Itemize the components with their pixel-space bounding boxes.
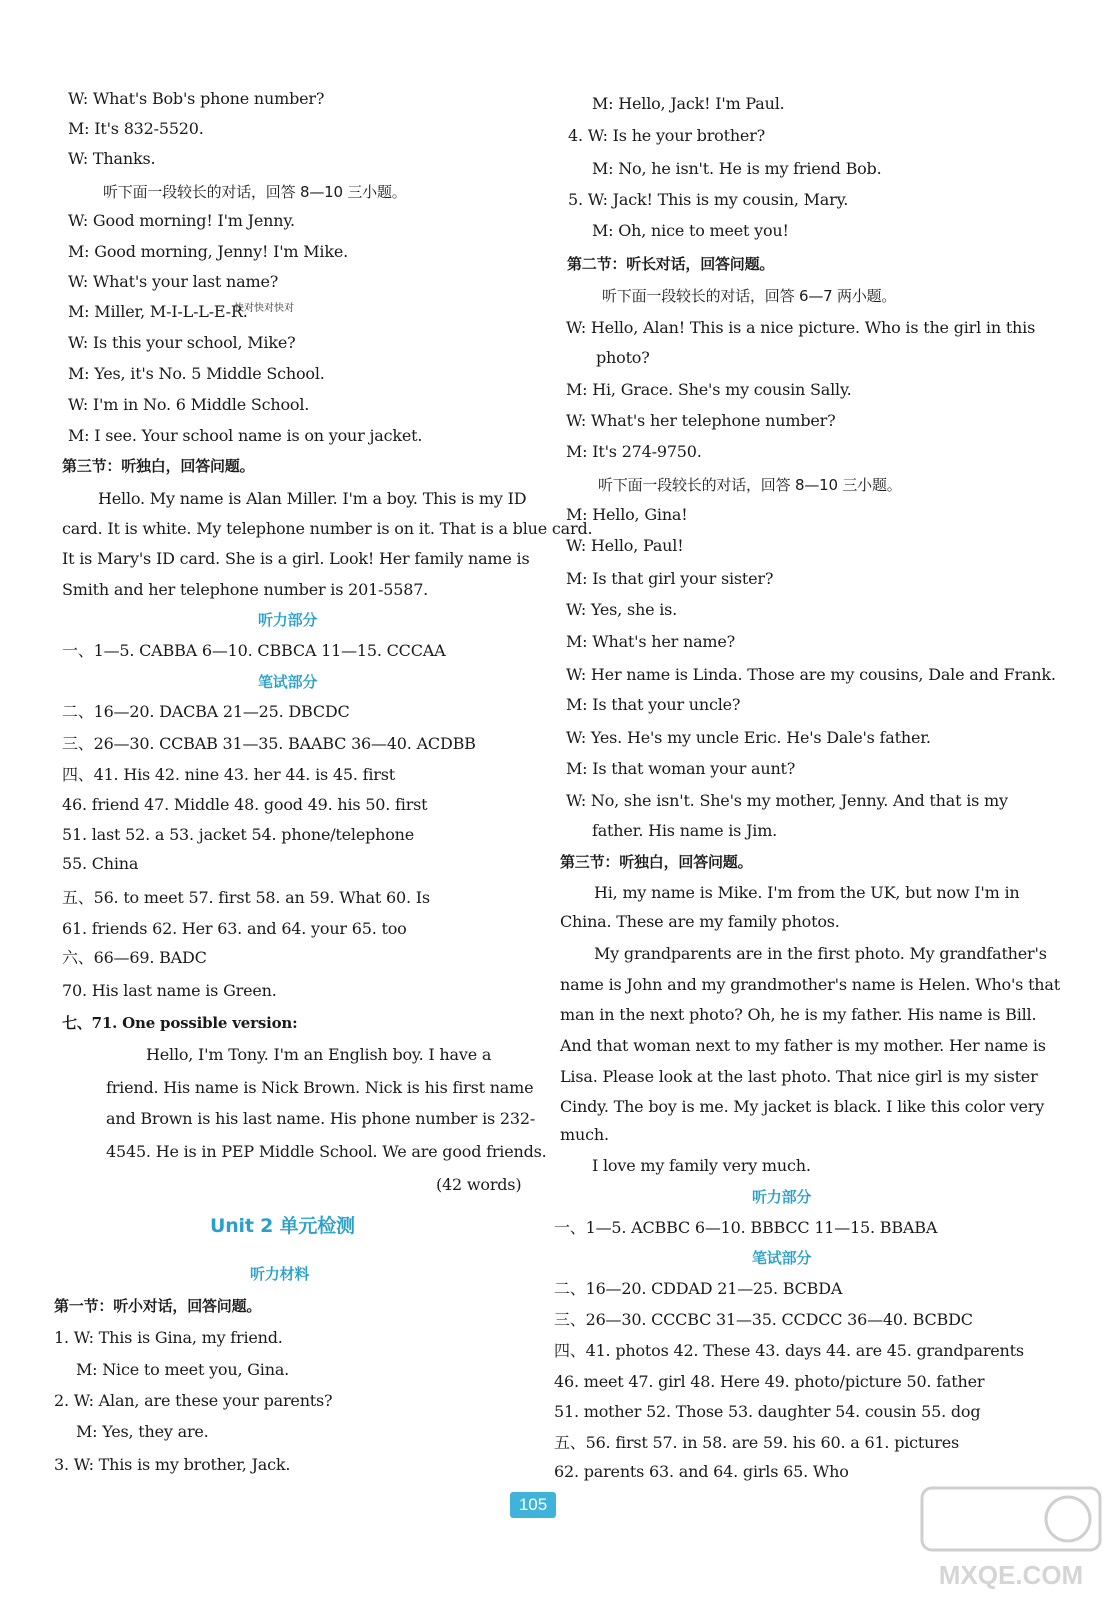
dialog-line: W: What's Bob's phone number? [68,89,325,108]
answer-line: 四、41. His 42. nine 43. her 44. is 45. first [62,765,395,784]
watermark-logo [918,1484,1104,1594]
dialog-line: 4. W: Is he your brother? [568,126,766,145]
answer-line: 55. China [62,854,139,873]
dialog-line: W: Yes. He's my uncle Eric. He's Dale's father. [566,728,931,747]
answer-line: 70. His last name is Green. [62,981,277,1000]
dialog-line: M: Hello, Jack! I'm Paul. [592,94,785,113]
section-heading: 第三节：听独白，回答问题。 [62,457,255,475]
dialog-line: photo? [596,348,650,367]
dialog-line: W: Her name is Linda. Those are my cousins, Dale and Frank. [566,665,1056,684]
dialog-line: M: It's 832-5520. [68,119,204,138]
dialog-line: M: Yes, it's No. 5 Middle School. [68,364,325,383]
instruction: 听下面一段较长的对话，回答 8—10 三小题。 [598,476,902,494]
handwriting-note: 快对快对快对 [234,303,294,314]
section-heading: 第三节：听独白，回答问题。 [560,853,753,871]
dialog-line: M: Good morning, Jenny! I'm Mike. [68,242,349,261]
unit-title: Unit 2 单元检测 [210,1215,355,1237]
monologue-line: man in the next photo? Oh, he is my father. His name is Bill. [560,1005,1037,1024]
dialog-line: M: Is that girl your sister? [566,569,774,588]
dialog-line: W: Good morning! I'm Jenny. [68,211,295,230]
essay-line: 4545. He is in PEP Middle School. We are good friends. [106,1142,547,1161]
answer-line: 七、71. One possible version: [62,1014,298,1032]
dialog-line: M: Hi, Grace. She's my cousin Sally. [566,380,852,399]
essay-line: Hello, I'm Tony. I'm an English boy. I have a [146,1045,492,1064]
monologue-line: Hello. My name is Alan Miller. I'm a boy. This is my ID [98,489,527,508]
answer-line: 一、1—5. ACBBC 6—10. BBBCC 11—15. BBABA [554,1218,938,1237]
dialog-line: W: I'm in No. 6 Middle School. [68,395,310,414]
monologue-line: name is John and my grandmother's name is Helen. Who's that [560,975,1060,994]
answer-line: 六、66—69. BADC [62,948,207,967]
answer-line: 46. meet 47. girl 48. Here 49. photo/picture 50. father [554,1372,985,1391]
monologue-line: Smith and her telephone number is 201-5587. [62,580,429,599]
monologue-line: And that woman next to my father is my mother. Her name is [560,1036,1046,1055]
answer-line: 51. mother 52. Those 53. daughter 54. cousin 55. dog [554,1402,981,1421]
monologue-line: China. These are my family photos. [560,912,840,931]
answer-line: 五、56. to meet 57. first 58. an 59. What 60. Is [62,888,430,907]
dialog-line: M: It's 274-9750. [566,442,702,461]
dialog-line: 2. W: Alan, are these your parents? [54,1391,333,1410]
dialog-line: M: I see. Your school name is on your jacket. [68,426,423,445]
monologue-line: Cindy. The boy is me. My jacket is black. I like this color very [560,1097,1045,1116]
essay-line: friend. His name is Nick Brown. Nick is his first name [106,1078,534,1097]
answer-line: 二、16—20. CDDAD 21—25. BCBDA [554,1279,843,1298]
listening-part-heading: 听力部分 [258,611,318,629]
essay-line: and Brown is his last name. His phone number is 232- [106,1109,536,1128]
dialog-line: W: Yes, she is. [566,600,678,619]
page-number: 105 [510,1492,556,1518]
instruction: 听下面一段较长的对话，回答 6—7 两小题。 [602,287,897,305]
dialog-line: father. His name is Jim. [592,821,778,840]
dialog-line: W: Is this your school, Mike? [68,333,296,352]
dialog-line: M: No, he isn't. He is my friend Bob. [592,159,882,178]
dialog-line: W: What's your last name? [68,272,279,291]
watermark-text: MXQE.COM [938,1560,1084,1590]
dialog-line: 5. W: Jack! This is my cousin, Mary. [568,190,849,209]
dialog-line: W: No, she isn't. She's my mother, Jenny. And that is my [566,791,1008,810]
section-heading: 第二节：听长对话，回答问题。 [567,255,775,273]
answer-line: 46. friend 47. Middle 48. good 49. his 50. first [62,795,428,814]
section-heading: 第一节：听小对话，回答问题。 [54,1297,262,1315]
answer-line: 三、26—30. CCCBC 31—35. CCDCC 36—40. BCBDC [554,1310,973,1329]
dialog-line: W: What's her telephone number? [566,411,836,430]
answer-line: 61. friends 62. Her 63. and 64. your 65. too [62,919,407,938]
dialog-line: 3. W: This is my brother, Jack. [54,1455,291,1474]
instruction: 听下面一段较长的对话，回答 8—10 三小题。 [103,183,407,201]
answer-line: 五、56. first 57. in 58. are 59. his 60. a 61. pictures [554,1433,959,1452]
dialog-line: 1. W: This is Gina, my friend. [54,1328,283,1347]
answer-line: 一、1—5. CABBA 6—10. CBBCA 11—15. CCCAA [62,641,446,660]
dialog-line: M: Miller, M-I-L-L-E-R. [68,302,248,321]
watermark-icon [918,1484,1104,1594]
dialog-line: M: Is that your uncle? [566,695,741,714]
monologue-line: Hi, my name is Mike. I'm from the UK, but now I'm in [594,883,1020,902]
dialog-line: M: Oh, nice to meet you! [592,221,789,240]
monologue-line: Lisa. Please look at the last photo. That nice girl is my sister [560,1067,1038,1086]
written-part-heading: 笔试部分 [258,673,318,691]
monologue-line: card. It is white. My telephone number is on it. That is a blue card. [62,519,593,538]
answer-line: 62. parents 63. and 64. girls 65. Who [554,1462,849,1481]
monologue-line: My grandparents are in the first photo. My grandfather's [594,944,1047,963]
dialog-line: W: Hello, Paul! [566,536,684,555]
dialog-line: M: Hello, Gina! [566,505,688,524]
dialog-line: M: Is that woman your aunt? [566,759,796,778]
answer-line: 51. last 52. a 53. jacket 54. phone/telephone [62,825,415,844]
word-count: (42 words) [436,1175,522,1194]
listening-material-heading: 听力材料 [250,1265,310,1283]
dialog-line: W: Hello, Alan! This is a nice picture. Who is the girl in this [566,318,1036,337]
monologue-line: much. [560,1125,609,1144]
written-part-heading: 笔试部分 [752,1249,812,1267]
dialog-line: M: What's her name? [566,632,736,651]
dialog-line: M: Yes, they are. [76,1422,209,1441]
dialog-line: W: Thanks. [68,149,156,168]
monologue-line: I love my family very much. [592,1156,811,1175]
answer-line: 二、16—20. DACBA 21—25. DBCDC [62,702,350,721]
answer-line: 四、41. photos 42. These 43. days 44. are 45. grandparents [554,1341,1024,1360]
dialog-line: M: Nice to meet you, Gina. [76,1360,290,1379]
monologue-line: It is Mary's ID card. She is a girl. Look! Her family name is [62,549,530,568]
answer-line: 三、26—30. CCBAB 31—35. BAABC 36—40. ACDBB [62,734,476,753]
listening-part-heading: 听力部分 [752,1188,812,1206]
